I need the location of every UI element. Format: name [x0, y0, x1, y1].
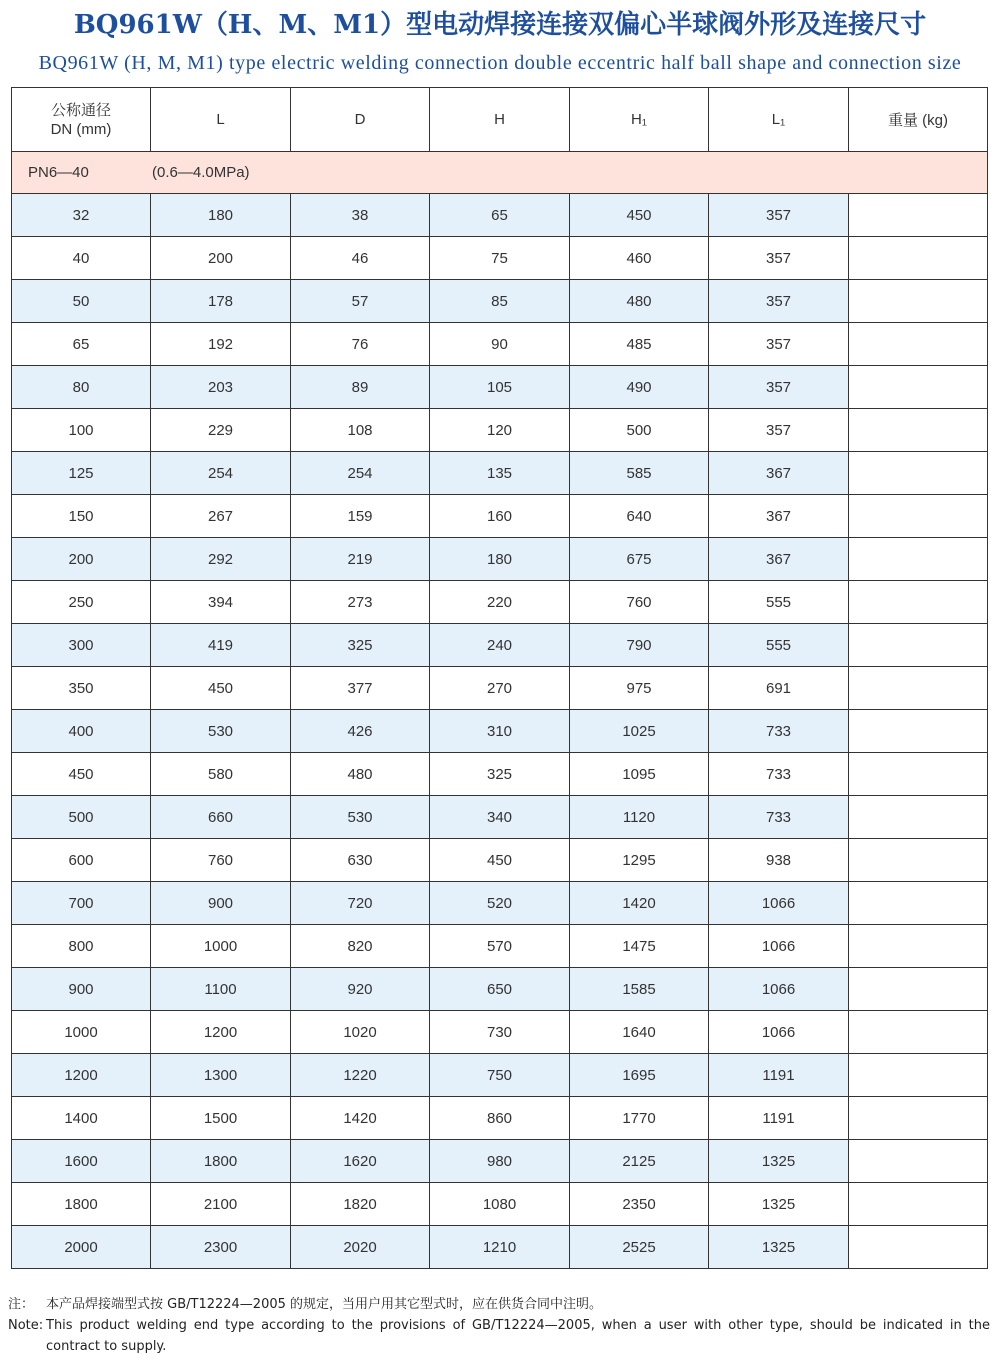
cell-h: 450	[430, 839, 570, 882]
cell-l: 292	[151, 538, 291, 581]
cell-h: 240	[430, 624, 570, 667]
cell-weight	[849, 366, 988, 409]
cell-weight	[849, 710, 988, 753]
cell-dn: 65	[12, 323, 151, 366]
cell-h1: 1770	[570, 1097, 709, 1140]
cell-h: 270	[430, 667, 570, 710]
cell-l: 580	[151, 753, 291, 796]
cell-l1: 357	[709, 366, 849, 409]
cell-l1: 555	[709, 581, 849, 624]
cell-dn: 1000	[12, 1011, 151, 1054]
cell-h1: 2350	[570, 1183, 709, 1226]
cell-h1: 485	[570, 323, 709, 366]
page-subtitle: BQ961W (H, M, M1) type electric welding connection double eccentric half ball shape and connection size	[38, 52, 962, 74]
table-row	[12, 1054, 988, 1097]
cell-weight	[849, 753, 988, 796]
header-h: H	[430, 88, 570, 152]
cell-dn: 80	[12, 366, 151, 409]
cell-weight	[849, 1011, 988, 1054]
cell-l1: 1066	[709, 925, 849, 968]
table-row	[12, 581, 988, 624]
cell-l1: 1191	[709, 1054, 849, 1097]
cell-h1: 675	[570, 538, 709, 581]
dimension-table	[11, 87, 988, 1269]
cell-h: 650	[430, 968, 570, 1011]
cell-l: 1200	[151, 1011, 291, 1054]
pressure-group-row	[12, 152, 988, 194]
footnote-en-label: Note:	[8, 1318, 44, 1333]
cell-h: 520	[430, 882, 570, 925]
cell-d: 630	[291, 839, 430, 882]
cell-h: 1210	[430, 1226, 570, 1269]
table-row	[12, 1226, 988, 1269]
cell-d: 38	[291, 194, 430, 237]
cell-l: 2300	[151, 1226, 291, 1269]
cell-l1: 733	[709, 753, 849, 796]
cell-l1: 691	[709, 667, 849, 710]
cell-d: 1820	[291, 1183, 430, 1226]
cell-h: 90	[430, 323, 570, 366]
header-dn	[12, 88, 151, 152]
cell-l1: 357	[709, 323, 849, 366]
cell-h1: 585	[570, 452, 709, 495]
header-l1: L₁	[709, 88, 849, 152]
cell-dn: 125	[12, 452, 151, 495]
table-row	[12, 1097, 988, 1140]
pressure-range: (0.6—4.0MPa)	[152, 164, 250, 181]
cell-d: 480	[291, 753, 430, 796]
table-row	[12, 495, 988, 538]
cell-l: 178	[151, 280, 291, 323]
cell-dn: 800	[12, 925, 151, 968]
cell-l: 1100	[151, 968, 291, 1011]
cell-l: 200	[151, 237, 291, 280]
header-l: L	[151, 88, 291, 152]
header-weight: 重量 (kg)	[849, 88, 988, 152]
cell-dn: 350	[12, 667, 151, 710]
cell-h: 75	[430, 237, 570, 280]
cell-dn: 150	[12, 495, 151, 538]
cell-l: 530	[151, 710, 291, 753]
cell-l1: 733	[709, 710, 849, 753]
cell-l1: 357	[709, 280, 849, 323]
table-row	[12, 882, 988, 925]
cell-l1: 1066	[709, 968, 849, 1011]
cell-dn: 250	[12, 581, 151, 624]
header-dn-cn: 公称通径	[50, 101, 111, 119]
table-row	[12, 366, 988, 409]
cell-dn: 900	[12, 968, 151, 1011]
table-row	[12, 409, 988, 452]
cell-h: 180	[430, 538, 570, 581]
cell-weight	[849, 581, 988, 624]
table-row	[12, 237, 988, 280]
cell-d: 219	[291, 538, 430, 581]
cell-weight	[849, 280, 988, 323]
cell-l: 1500	[151, 1097, 291, 1140]
cell-l: 760	[151, 839, 291, 882]
cell-l1: 1066	[709, 1011, 849, 1054]
cell-l: 180	[151, 194, 291, 237]
cell-l: 254	[151, 452, 291, 495]
cell-l1: 733	[709, 796, 849, 839]
cell-l1: 367	[709, 538, 849, 581]
cell-l1: 1325	[709, 1140, 849, 1183]
cell-weight	[849, 1097, 988, 1140]
cell-l1: 555	[709, 624, 849, 667]
cell-d: 1620	[291, 1140, 430, 1183]
cell-d: 273	[291, 581, 430, 624]
cell-l: 1800	[151, 1140, 291, 1183]
cell-d: 920	[291, 968, 430, 1011]
cell-h1: 480	[570, 280, 709, 323]
cell-d: 1420	[291, 1097, 430, 1140]
cell-d: 1020	[291, 1011, 430, 1054]
table-header-row	[12, 88, 988, 152]
cell-h1: 1585	[570, 968, 709, 1011]
cell-h1: 1640	[570, 1011, 709, 1054]
cell-weight	[849, 452, 988, 495]
cell-d: 820	[291, 925, 430, 968]
cell-dn: 1800	[12, 1183, 151, 1226]
cell-dn: 50	[12, 280, 151, 323]
cell-h1: 640	[570, 495, 709, 538]
cell-h1: 1295	[570, 839, 709, 882]
cell-weight	[849, 968, 988, 1011]
cell-d: 1220	[291, 1054, 430, 1097]
cell-l1: 357	[709, 194, 849, 237]
cell-l1: 1325	[709, 1226, 849, 1269]
cell-dn: 600	[12, 839, 151, 882]
cell-dn: 2000	[12, 1226, 151, 1269]
table-row	[12, 796, 988, 839]
cell-d: 89	[291, 366, 430, 409]
cell-d: 254	[291, 452, 430, 495]
cell-d: 530	[291, 796, 430, 839]
cell-weight	[849, 495, 988, 538]
cell-weight	[849, 237, 988, 280]
cell-l: 419	[151, 624, 291, 667]
table-row	[12, 1140, 988, 1183]
cell-dn: 100	[12, 409, 151, 452]
table-body	[12, 152, 988, 1269]
cell-weight	[849, 1140, 988, 1183]
cell-dn: 700	[12, 882, 151, 925]
cell-h: 570	[430, 925, 570, 968]
cell-d: 57	[291, 280, 430, 323]
cell-l: 267	[151, 495, 291, 538]
cell-l1: 1325	[709, 1183, 849, 1226]
cell-d: 325	[291, 624, 430, 667]
cell-l1: 367	[709, 452, 849, 495]
header-h1: H₁	[570, 88, 709, 152]
cell-h: 860	[430, 1097, 570, 1140]
cell-l: 203	[151, 366, 291, 409]
cell-dn: 450	[12, 753, 151, 796]
cell-h: 135	[430, 452, 570, 495]
cell-dn: 500	[12, 796, 151, 839]
cell-dn: 1400	[12, 1097, 151, 1140]
cell-h1: 1420	[570, 882, 709, 925]
table-row	[12, 667, 988, 710]
table-row	[12, 925, 988, 968]
cell-dn: 40	[12, 237, 151, 280]
footnote-cn	[8, 1294, 990, 1315]
cell-dn: 300	[12, 624, 151, 667]
cell-l1: 357	[709, 237, 849, 280]
cell-h1: 1025	[570, 710, 709, 753]
cell-weight	[849, 409, 988, 452]
footnote-en-text: This product welding end type according to the provisions of GB/T12224—2005, when a user with other type, should be indicated in the contract to supply.	[46, 1318, 990, 1354]
cell-weight	[849, 323, 988, 366]
cell-d: 46	[291, 237, 430, 280]
cell-l: 1000	[151, 925, 291, 968]
cell-h: 980	[430, 1140, 570, 1183]
cell-d: 76	[291, 323, 430, 366]
cell-h: 325	[430, 753, 570, 796]
cell-h: 730	[430, 1011, 570, 1054]
cell-l1: 1191	[709, 1097, 849, 1140]
cell-weight	[849, 925, 988, 968]
cell-dn: 200	[12, 538, 151, 581]
cell-h: 160	[430, 495, 570, 538]
cell-weight	[849, 839, 988, 882]
cell-weight	[849, 194, 988, 237]
cell-l: 450	[151, 667, 291, 710]
cell-l1: 357	[709, 409, 849, 452]
cell-h: 340	[430, 796, 570, 839]
cell-l: 660	[151, 796, 291, 839]
cell-d: 2020	[291, 1226, 430, 1269]
cell-h1: 460	[570, 237, 709, 280]
table-row	[12, 1183, 988, 1226]
cell-l: 900	[151, 882, 291, 925]
table-row	[12, 710, 988, 753]
table-row	[12, 538, 988, 581]
cell-h: 105	[430, 366, 570, 409]
footnote-cn-text: 本产品焊接端型式按 GB/T12224—2005 的规定，当用户用其它型式时，应在供货合同中注明。	[46, 1297, 603, 1312]
table-row	[12, 1011, 988, 1054]
cell-l: 1300	[151, 1054, 291, 1097]
cell-h: 220	[430, 581, 570, 624]
cell-h1: 1475	[570, 925, 709, 968]
table-row	[12, 280, 988, 323]
cell-d: 426	[291, 710, 430, 753]
cell-h: 65	[430, 194, 570, 237]
table-row	[12, 624, 988, 667]
cell-l1: 367	[709, 495, 849, 538]
cell-h1: 2525	[570, 1226, 709, 1269]
cell-d: 377	[291, 667, 430, 710]
pressure-group-cell	[12, 152, 988, 194]
cell-d: 720	[291, 882, 430, 925]
cell-d: 159	[291, 495, 430, 538]
cell-weight	[849, 667, 988, 710]
cell-h: 310	[430, 710, 570, 753]
cell-dn: 1600	[12, 1140, 151, 1183]
table-row	[12, 839, 988, 882]
cell-h1: 2125	[570, 1140, 709, 1183]
cell-weight	[849, 796, 988, 839]
cell-dn: 32	[12, 194, 151, 237]
cell-weight	[849, 882, 988, 925]
table-row	[12, 452, 988, 495]
cell-dn: 1200	[12, 1054, 151, 1097]
cell-dn: 400	[12, 710, 151, 753]
cell-d: 108	[291, 409, 430, 452]
cell-weight	[849, 1226, 988, 1269]
cell-l1: 1066	[709, 882, 849, 925]
table-row	[12, 194, 988, 237]
cell-l: 394	[151, 581, 291, 624]
footnote	[8, 1294, 990, 1357]
cell-l1: 938	[709, 839, 849, 882]
cell-weight	[849, 1183, 988, 1226]
cell-h1: 1095	[570, 753, 709, 796]
cell-weight	[849, 538, 988, 581]
footnote-en	[8, 1315, 990, 1357]
cell-h1: 1120	[570, 796, 709, 839]
cell-h1: 490	[570, 366, 709, 409]
table-row	[12, 968, 988, 1011]
cell-h1: 500	[570, 409, 709, 452]
cell-l: 2100	[151, 1183, 291, 1226]
cell-weight	[849, 1054, 988, 1097]
page-title: BQ961W（H、M、M1）型电动焊接连接双偏心半球阀外形及连接尺寸	[73, 10, 927, 40]
cell-h: 750	[430, 1054, 570, 1097]
cell-l: 229	[151, 409, 291, 452]
cell-h: 120	[430, 409, 570, 452]
header-dn-en: DN (mm)	[50, 120, 112, 138]
pressure-class: PN6—40	[28, 164, 89, 181]
header-d: D	[291, 88, 430, 152]
cell-h1: 450	[570, 194, 709, 237]
cell-h1: 1695	[570, 1054, 709, 1097]
footnote-cn-label: 注：	[8, 1297, 35, 1312]
table-row	[12, 753, 988, 796]
cell-h1: 760	[570, 581, 709, 624]
cell-h1: 975	[570, 667, 709, 710]
cell-h1: 790	[570, 624, 709, 667]
cell-h: 1080	[430, 1183, 570, 1226]
table-row	[12, 323, 988, 366]
cell-h: 85	[430, 280, 570, 323]
cell-l: 192	[151, 323, 291, 366]
cell-weight	[849, 624, 988, 667]
